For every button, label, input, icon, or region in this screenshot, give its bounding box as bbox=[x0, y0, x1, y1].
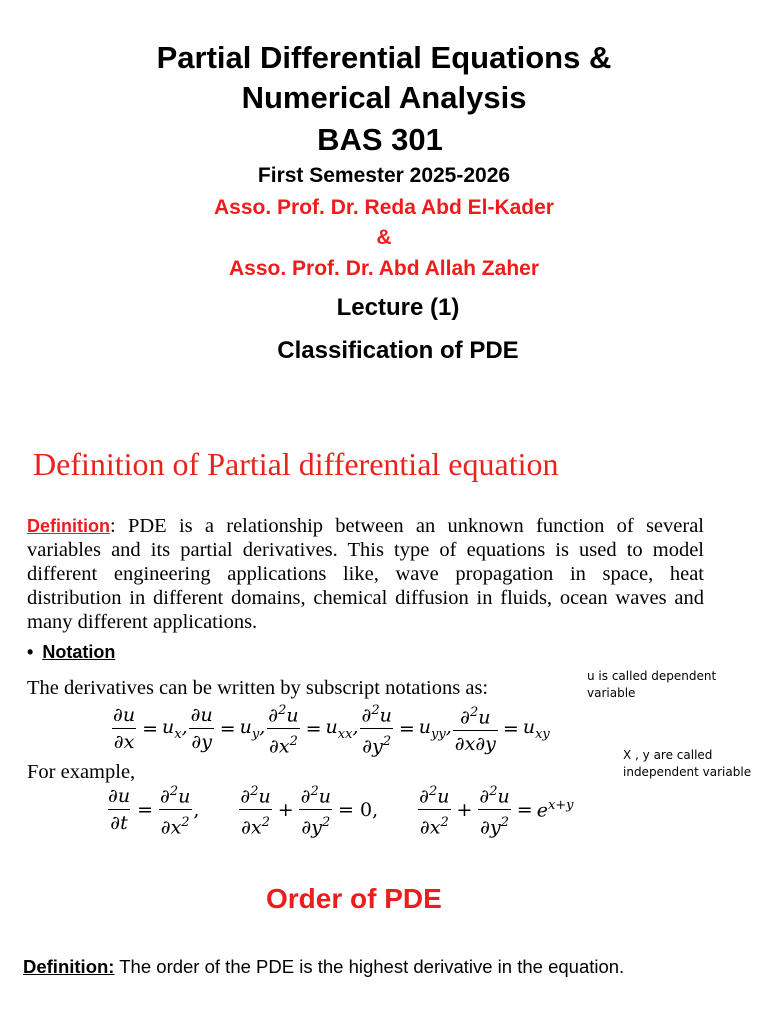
order-definition-text: The order of the PDE is the highest derivative in the equation. bbox=[114, 956, 625, 977]
notation-label: Notation bbox=[42, 642, 116, 662]
order-definition-label: Definition: bbox=[23, 956, 115, 977]
author-separator: & bbox=[376, 226, 392, 249]
subscript-notation-equation: $\frac{\partial u}{\partial x}$ = $u_x$, $\frac{\partial u}{\partial y}$ = $u_y$, $\frac{\partial^2u}{\partial x^2}$ = $u_{xx}$, $\frac{\partial^2u}{\partial y^2}$ = $u_{yy}$, $\frac{\partial^2u}{\partial x\partial y}$ = $u_{xy}$ bbox=[113, 703, 550, 758]
example-intro: For example, bbox=[27, 761, 136, 783]
example-equations: $\frac{\partial u}{\partial t}$ = $\frac{\partial^2u}{\partial x^2}$ , $\frac{\partial^2u}{\partial x^2}$ + $\frac{\partial^2u}{\partial y^2}$ = 0, $\frac{\partial^2u}{\partial x^2}$ + $\frac{\partial^2u}{\partial y^2}$ = $e^{x+y}$ bbox=[108, 784, 574, 839]
derivatives-intro: The derivatives can be written by subscript notations as: bbox=[27, 677, 489, 699]
note-independent-variable: X , y are called independent variable bbox=[623, 748, 752, 779]
note-dependent-variable: u is called dependent variable bbox=[587, 669, 717, 700]
lecture-topic: Classification of PDE bbox=[277, 337, 519, 364]
bullet-icon: • bbox=[27, 642, 34, 662]
author-2: Asso. Prof. Dr. Abd Allah Zaher bbox=[229, 257, 539, 280]
definition-label: Definition bbox=[27, 516, 110, 536]
document-title-line1: Partial Differential Equations & bbox=[156, 40, 612, 75]
definition-paragraph bbox=[27, 514, 704, 634]
document-title-line2: Numerical Analysis bbox=[241, 80, 527, 115]
author-1: Asso. Prof. Dr. Reda Abd El-Kader bbox=[214, 196, 554, 219]
order-definition bbox=[23, 956, 624, 978]
lecture-number: Lecture (1) bbox=[336, 294, 460, 321]
course-code: BAS 301 bbox=[317, 122, 443, 157]
definition-text: : PDE is a relationship between an unknown function of several variables and its partial derivatives. This type of equations is used to model different engineering applications like, wave propagation in space, heat distribution in different domains, chemical diffusion in fluids, ocean waves and many different applications. bbox=[27, 515, 704, 633]
section-heading-definition: Definition of Partial differential equation bbox=[33, 446, 559, 482]
notation-bullet-item bbox=[27, 642, 115, 663]
section-heading-order: Order of PDE bbox=[266, 883, 442, 914]
semester: First Semester 2025-2026 bbox=[257, 164, 511, 187]
